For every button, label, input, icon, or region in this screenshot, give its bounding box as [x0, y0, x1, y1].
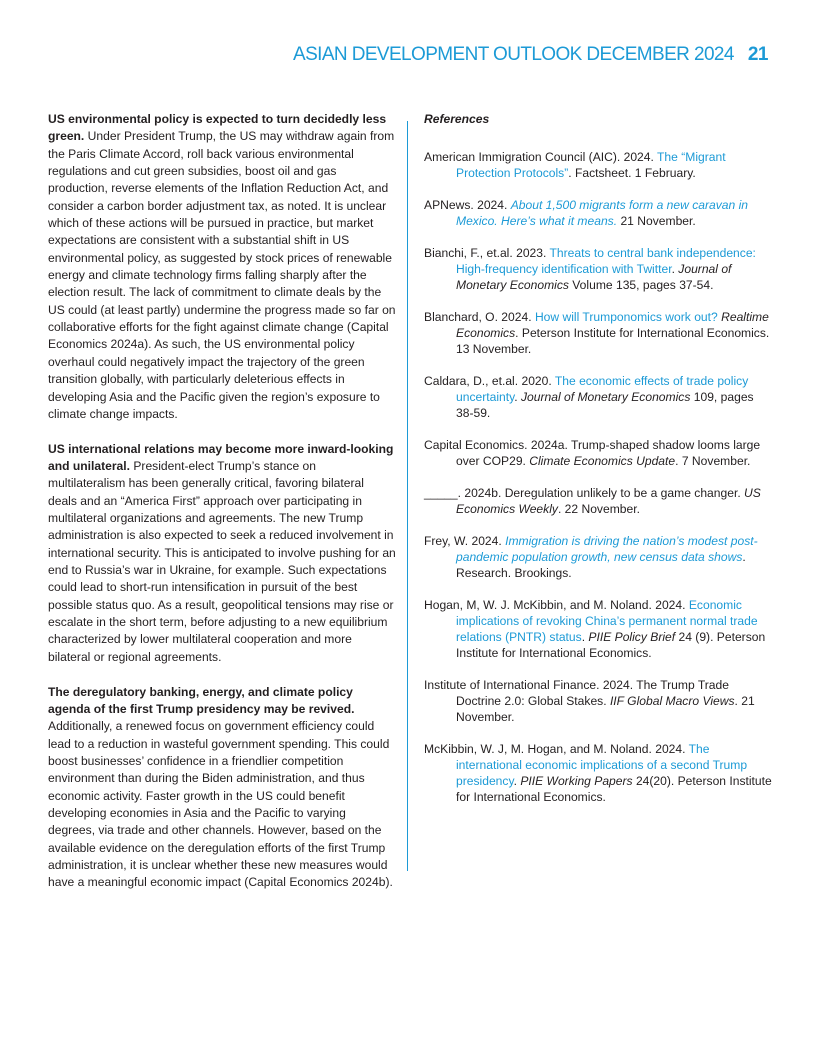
- paragraph-body: Additionally, a renewed focus on government efficiency could lead to a reduction in wasteful government spending. This could boost businesses’ confidence in a friendlier competition environment than during the Biden administration, and thus economic activity. Faster growth in the US could benefit developing economies in Asia and the Pacific to varying degrees, via trade and other channels. However, based on the available evidence on the deregulation efforts of the first Trump administration, it is unclear whether these new measures would have a meaningful economic impact (Capital Economics 2024b).: [48, 719, 393, 890]
- ref-journal: Climate Economics Update: [529, 454, 676, 468]
- reference-item: [424, 437, 774, 469]
- ref-text: . 7 November.: [675, 454, 751, 468]
- page-header: [293, 44, 768, 66]
- ref-text: American Immigration Council (AIC). 2024.: [424, 150, 658, 164]
- ref-journal: Realtime Economics: [456, 310, 769, 340]
- paragraph: [48, 441, 396, 666]
- ref-text: . Peterson Institute for International Economics. 13 November.: [456, 326, 770, 356]
- ref-journal: PIIE Working Papers: [520, 774, 633, 788]
- paragraph-body: Under President Trump, the US may withdraw again from the Paris Climate Accord, roll back various environmental regulations and cut green subsidies, boost oil and gas production, reverse elements of the Inflation Reduction Act, and consider a carbon border adjustment tax, as noted. It is unclear which of these actions will be pursued in practice, but market expectations are consistent with a substantial shift in US environmental policy, as suggested by stock prices of renewable energy and climate technology firms falling sharply after the election result. The lack of commitment to climate deals by the US could (at least partly) undermine the progress made so far on collaborative efforts for the fight against climate change (Capital Economics 2024a). As such, the US environmental policy overhaul could negatively impact the trajectory of the green transition globally, with particularly deleterious effects in developing Asia and the Pacific given the region’s exposure to climate change impacts.: [48, 129, 396, 421]
- ref-link[interactable]: Threats to central bank independence: High-frequency identification with Twitter: [456, 246, 756, 276]
- body-text-column: [48, 111, 396, 909]
- reference-item: [424, 149, 774, 181]
- ref-link[interactable]: Immigration is driving the nation’s modest post-pandemic population growth, new census data shows: [456, 534, 758, 564]
- ref-text: .: [581, 630, 589, 644]
- column-divider: [407, 121, 408, 871]
- ref-text: . 21 November.: [456, 694, 755, 724]
- ref-text: Bianchi, F., et.al. 2023.: [424, 246, 550, 260]
- ref-text: .: [513, 774, 521, 788]
- ref-text: McKibbin, W. J, M. Hogan, and M. Noland. 2024.: [424, 742, 689, 756]
- ref-text: _____. 2024b. Deregulation unlikely to be a game changer.: [424, 486, 745, 500]
- ref-link[interactable]: How will Trumponomics work out?: [534, 310, 718, 324]
- ref-text: 24(20). Peterson Institute for International Economics.: [456, 774, 772, 804]
- references-column: [424, 111, 774, 821]
- publication-title: ASIAN DEVELOPMENT OUTLOOK DECEMBER 2024: [293, 44, 734, 65]
- ref-journal: Journal of Monetary Economics: [521, 390, 691, 404]
- ref-text: . 22 November.: [557, 502, 640, 516]
- paragraph-lead: The deregulatory banking, energy, and climate policy agenda of the first Trump presidency may be revived.: [48, 684, 355, 716]
- ref-text: .: [671, 262, 679, 276]
- ref-text: Volume 135, pages 37-54.: [568, 278, 714, 292]
- ref-link[interactable]: The economic effects of trade policy uncertainty: [456, 374, 749, 404]
- ref-journal: PIIE Policy Brief: [588, 630, 676, 644]
- reference-item: [424, 197, 774, 229]
- paragraph: [48, 111, 396, 423]
- ref-text: . Research. Brookings.: [456, 550, 746, 580]
- reference-item: [424, 485, 774, 517]
- ref-link[interactable]: The international economic implications of a second Trump presidency: [456, 742, 748, 788]
- reference-item: [424, 309, 774, 357]
- reference-item: [424, 533, 774, 581]
- paragraph: [48, 684, 396, 892]
- ref-text: Capital Economics. 2024a. Trump-shaped shadow looms large over COP29.: [424, 438, 761, 468]
- ref-text: Frey, W. 2024.: [424, 534, 506, 548]
- reference-item: [424, 373, 774, 421]
- ref-text: 109, pages 38-59.: [456, 390, 754, 420]
- ref-journal: Journal of Monetary Economics: [456, 262, 732, 292]
- reference-item: [424, 677, 774, 725]
- ref-text: Hogan, M, W. J. McKibbin, and M. Noland. 2024.: [424, 598, 689, 612]
- ref-text: APNews. 2024.: [424, 198, 511, 212]
- reference-item: [424, 245, 774, 293]
- reference-item: [424, 741, 774, 805]
- paragraph-lead: US environmental policy is expected to turn decidedly less green.: [48, 112, 387, 144]
- ref-text: Institute of International Finance. 2024. The Trump Trade Doctrine 2.0: Global Stakes.: [424, 678, 729, 708]
- ref-journal: IIF Global Macro Views: [609, 694, 735, 708]
- ref-text: 21 November.: [617, 214, 696, 228]
- references-heading: References: [424, 112, 490, 126]
- ref-link[interactable]: Economic implications of revoking China’s permanent normal trade relations (PNTR) status: [456, 598, 758, 644]
- ref-text: .: [514, 390, 521, 404]
- ref-text: Caldara, D., et.al. 2020.: [424, 374, 555, 388]
- ref-text: Blanchard, O. 2024.: [424, 310, 535, 324]
- ref-journal: US Economics Weekly: [456, 486, 761, 516]
- ref-link[interactable]: The “Migrant Protection Protocols”: [456, 150, 726, 180]
- reference-item: [424, 597, 774, 661]
- ref-text: . Factsheet. 1 February.: [568, 166, 696, 180]
- ref-text: 24 (9). Peterson Institute for International Economics.: [456, 630, 766, 660]
- ref-link[interactable]: About 1,500 migrants form a new caravan in Mexico. Here’s what it means.: [456, 198, 749, 228]
- paragraph-lead: US international relations may become more inward-looking and unilateral.: [48, 441, 394, 474]
- page-number: 21: [747, 44, 768, 65]
- paragraph-body: President-elect Trump’s stance on multilateralism has been generally critical, favoring bilateral deals and an “America First” approach over participating in multilateral organizations and agreements. The new Trump administration is also expected to seek a reduced involvement in international security. This is anticipated to involve pushing for an end to Russia’s war in Ukraine, for example. Such expectations could lead to short-run intensification in pursuit of the best possible status quo. As a result, geopolitical tensions may rise or escalate in the short term, before adjusting to a new equilibrium characterized by lower multilateral cooperation and more bilateral or regional agreements.: [48, 459, 396, 664]
